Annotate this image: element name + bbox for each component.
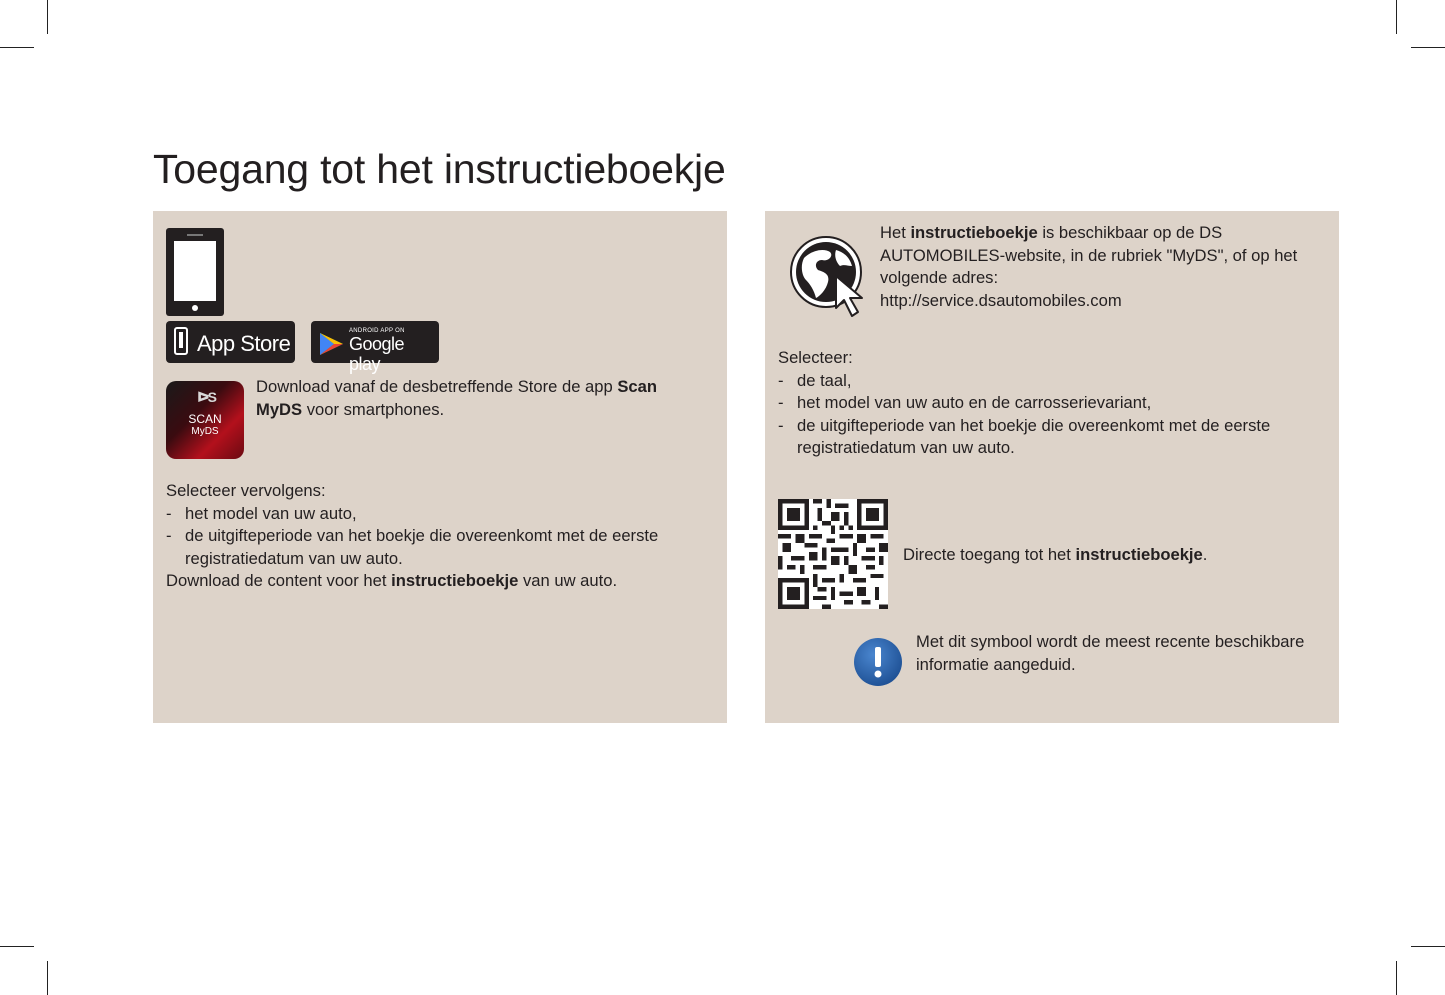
smartphone-icon: [166, 228, 224, 316]
crop-mark: [1396, 961, 1397, 995]
select-steps: [166, 480, 711, 593]
exclamation-info-icon: [853, 637, 903, 687]
google-play-small-label: ANDROID APP ON: [349, 328, 405, 334]
crop-mark: [1396, 0, 1397, 34]
page-title: Toegang tot het instructieboekje: [153, 146, 726, 192]
qr-direct-access-text: Directe toegang tot het instructieboekje.: [903, 545, 1208, 564]
symbol-explanation: Met dit symbool wordt de meest recente beschikbare informatie aangeduid.: [916, 632, 1305, 674]
list-item: - de taal,: [778, 370, 1323, 393]
select-heading: Selecteer:: [778, 348, 853, 367]
service-url-link[interactable]: http://service.dsautomobiles.com: [880, 290, 1122, 310]
google-play-label: Google play: [349, 334, 405, 374]
ds-logo-icon: ᐅS: [197, 389, 216, 405]
app-store-label: App Store: [197, 331, 291, 356]
select-options: [778, 347, 1323, 460]
crop-mark: [1411, 946, 1445, 947]
crop-mark: [47, 0, 48, 34]
select-heading: Selecteer vervolgens:: [166, 481, 326, 500]
globe-cursor-icon: [790, 236, 872, 320]
download-instruction: Download vanaf de desbetreffende Store de app Scan MyDS voor smartphones.: [256, 377, 658, 419]
select-list: [166, 503, 711, 571]
scan-myds-app-icon: [166, 381, 244, 459]
crop-mark: [0, 47, 34, 48]
app-icon-line2: MyDS: [191, 426, 219, 437]
crop-mark: [47, 961, 48, 995]
apple-phone-icon: [174, 327, 188, 355]
qr-code-icon[interactable]: [778, 499, 888, 609]
list-item: - de uitgifteperiode van het boekje die overeenkomt met de eerste registratiedatum van uw auto.: [778, 415, 1323, 460]
select-list: [778, 370, 1323, 460]
crop-mark: [0, 946, 34, 947]
list-item: - de uitgifteperiode van het boekje die overeenkomt met de eerste registratiedatum van uw auto.: [166, 525, 711, 570]
list-item: - het model van uw auto,: [166, 503, 711, 526]
content-download-text: Download de content voor het instructieboekje van uw auto.: [166, 571, 618, 591]
website-access-panel: [765, 211, 1339, 723]
google-play-badge[interactable]: [311, 321, 439, 374]
crop-mark: [1411, 47, 1445, 48]
website-intro: Het instructieboekje is beschikbaar op de DS AUTOMOBILES-website, in de rubriek "MyDS", of op het volgende adres: http://service.dsautomobiles.com: [880, 223, 1298, 310]
app-store-badge[interactable]: [166, 321, 295, 363]
app-download-panel: [153, 211, 727, 723]
play-triangle-icon: [319, 332, 345, 356]
app-icon-line1: SCAN: [188, 412, 222, 426]
list-item: - het model van uw auto en de carrosserievariant,: [778, 392, 1323, 415]
